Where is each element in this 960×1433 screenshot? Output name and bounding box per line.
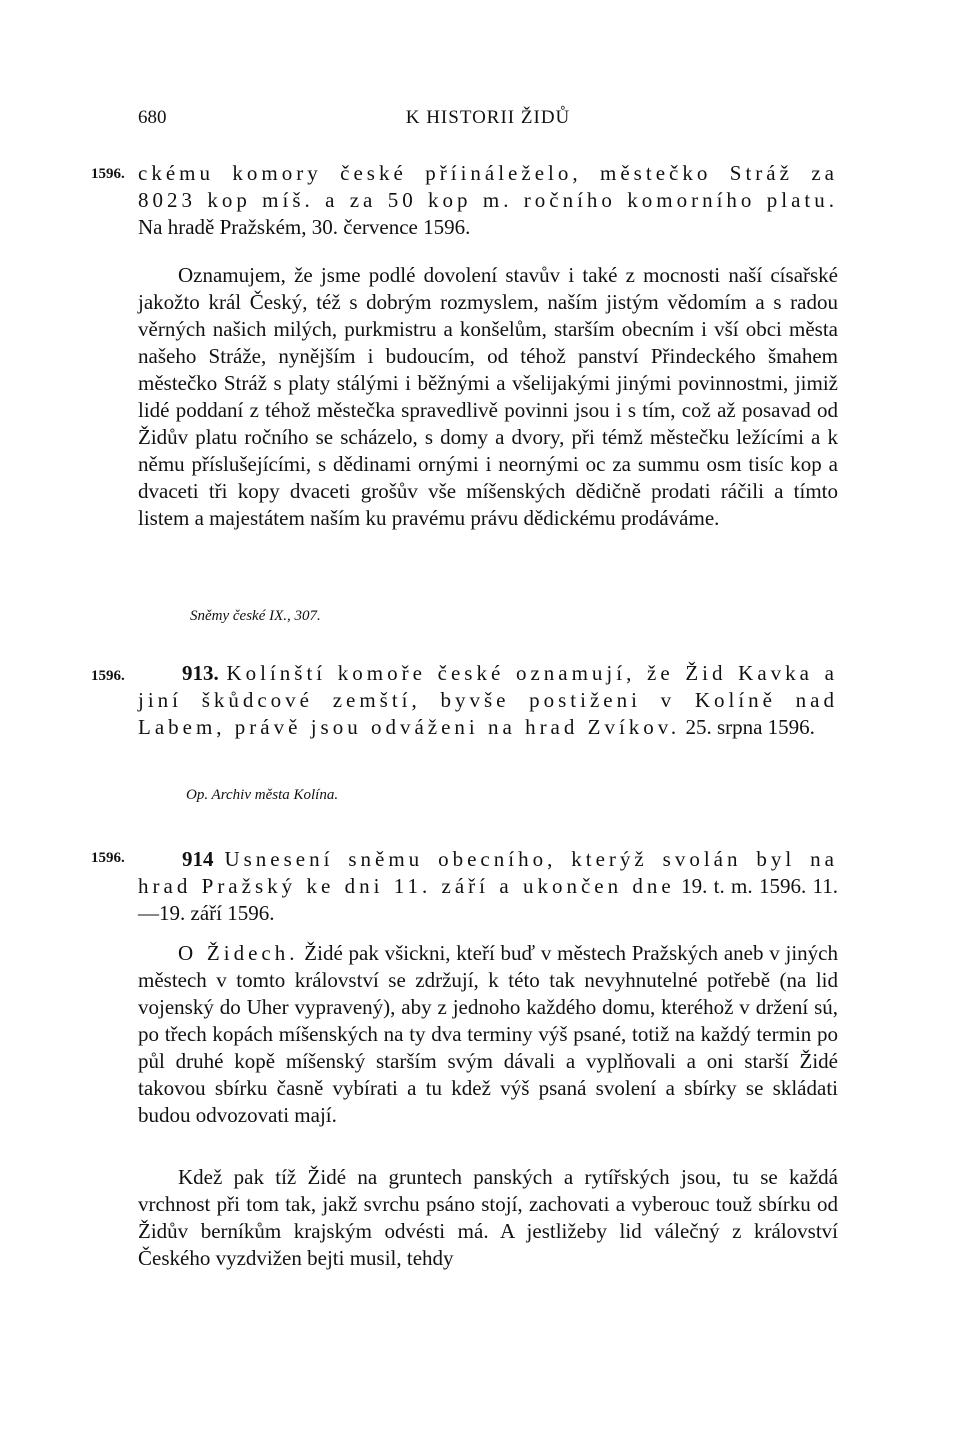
- entry-date-line: Na hradě Pražském, 30. července 1596.: [138, 215, 471, 239]
- entry-paragraph: Kdež pak tíž Židé na gruntech panských a rytířských jsou, tu se každá vrchnost při tom tak, jakž svrchu psáno stojí, zachovati a vyberouc touž sbírku od Židův berníkům krajským odvésti má. A jestližeby lid válečný z království Českého vyzdvižen bejti musil, tehdy: [138, 1165, 838, 1270]
- source-citation: Sněmy české IX., 307.: [190, 608, 321, 624]
- entry-heading: [138, 160, 838, 241]
- entry-year: 1596.: [91, 850, 125, 866]
- entry-year: 1596.: [91, 166, 125, 182]
- entry-heading: [138, 660, 838, 741]
- entry-heading-text: Kolínští komoře české oznamují, že Žid Kavka a jiní škůdcové zemští, byvše postiženi v Kolíně nad Labem, právě jsou odváženi na hrad Zvíkov.: [138, 661, 838, 739]
- entry-paragraph: Oznamujem, že jsme podlé dovolení stavův i také z mocnosti naší císařské jakožto král Český, též s dobrým rozmyslem, naším jistým vědomím a s radou věrných našich milých, purkmistru a konšelům, starším obecním i vší obci města našeho Stráže, nynějším i budoucím, od téhož panství Přindeckého šmahem městečko Stráž s platy stálými i běžnými a všelijakými jinými povinnostmi, jimiž lidé poddaní z téhož městečka spravedlivě povinni jsou i s tím, což až posavad od Židův platu ročního se scházelo, s domy a dvory, při témž městečku ležícími a k němu příslušejícími, s dědinami ornými i neornými oc za summu osm tisíc kop a dvaceti tři kopy dvaceti grošův vše míšenských dědičně prodati ráčili a tímto listem a majestátem naším ku pravému právu dědickému prodáváme.: [138, 263, 838, 530]
- entry-date-line: 19. t. m. 1596. 11.—19. září 1596.: [138, 874, 839, 925]
- entry-heading-text: ckému komory české příináleželo, městečko Stráž za 8023 kop míš. a za 50 kop m. ročního komorního platu.: [138, 161, 838, 212]
- source-citation: Op. Archiv města Kolína.: [186, 787, 339, 803]
- entry-date-line: 25. srpna 1596.: [685, 715, 815, 739]
- entry-year: 1596.: [91, 668, 125, 684]
- entry-paragraph-text: Židé pak všicknі, kteří buď v městech Pražských aneb v jiných městech v tomto království se zdržují, k této tak nevyhnutelné potřebě (na lid vojenský do Uher vypravený), aby z jednoho každého domu, kteréhož v držení sú, po třech kopách míšenských na ty dva terminy výš psané, totiž na každý termin po půl druhé kopě míšenský starším svým dávali a vyplňovali a oni starší Židé takovou sbírku časně vybírati a tu kdež výš psaná svolení a sbírky se skládati budou odvozovati mají.: [138, 941, 838, 1127]
- entry-paragraph: [138, 940, 838, 1129]
- entry-number: 914: [182, 847, 214, 871]
- entry-lead: O Židech.: [178, 941, 299, 965]
- entry-heading-text: Usnesení sněmu obecního, kterýž svolán byl na hrad Pražský ke dni 11. září a ukončen dne: [138, 847, 839, 898]
- page-header: [138, 107, 838, 135]
- page-number: 680: [138, 107, 167, 128]
- entry-heading: [138, 846, 838, 927]
- running-title: K HISTORII ŽIDŮ: [405, 107, 571, 128]
- entry-number: 913.: [182, 661, 219, 685]
